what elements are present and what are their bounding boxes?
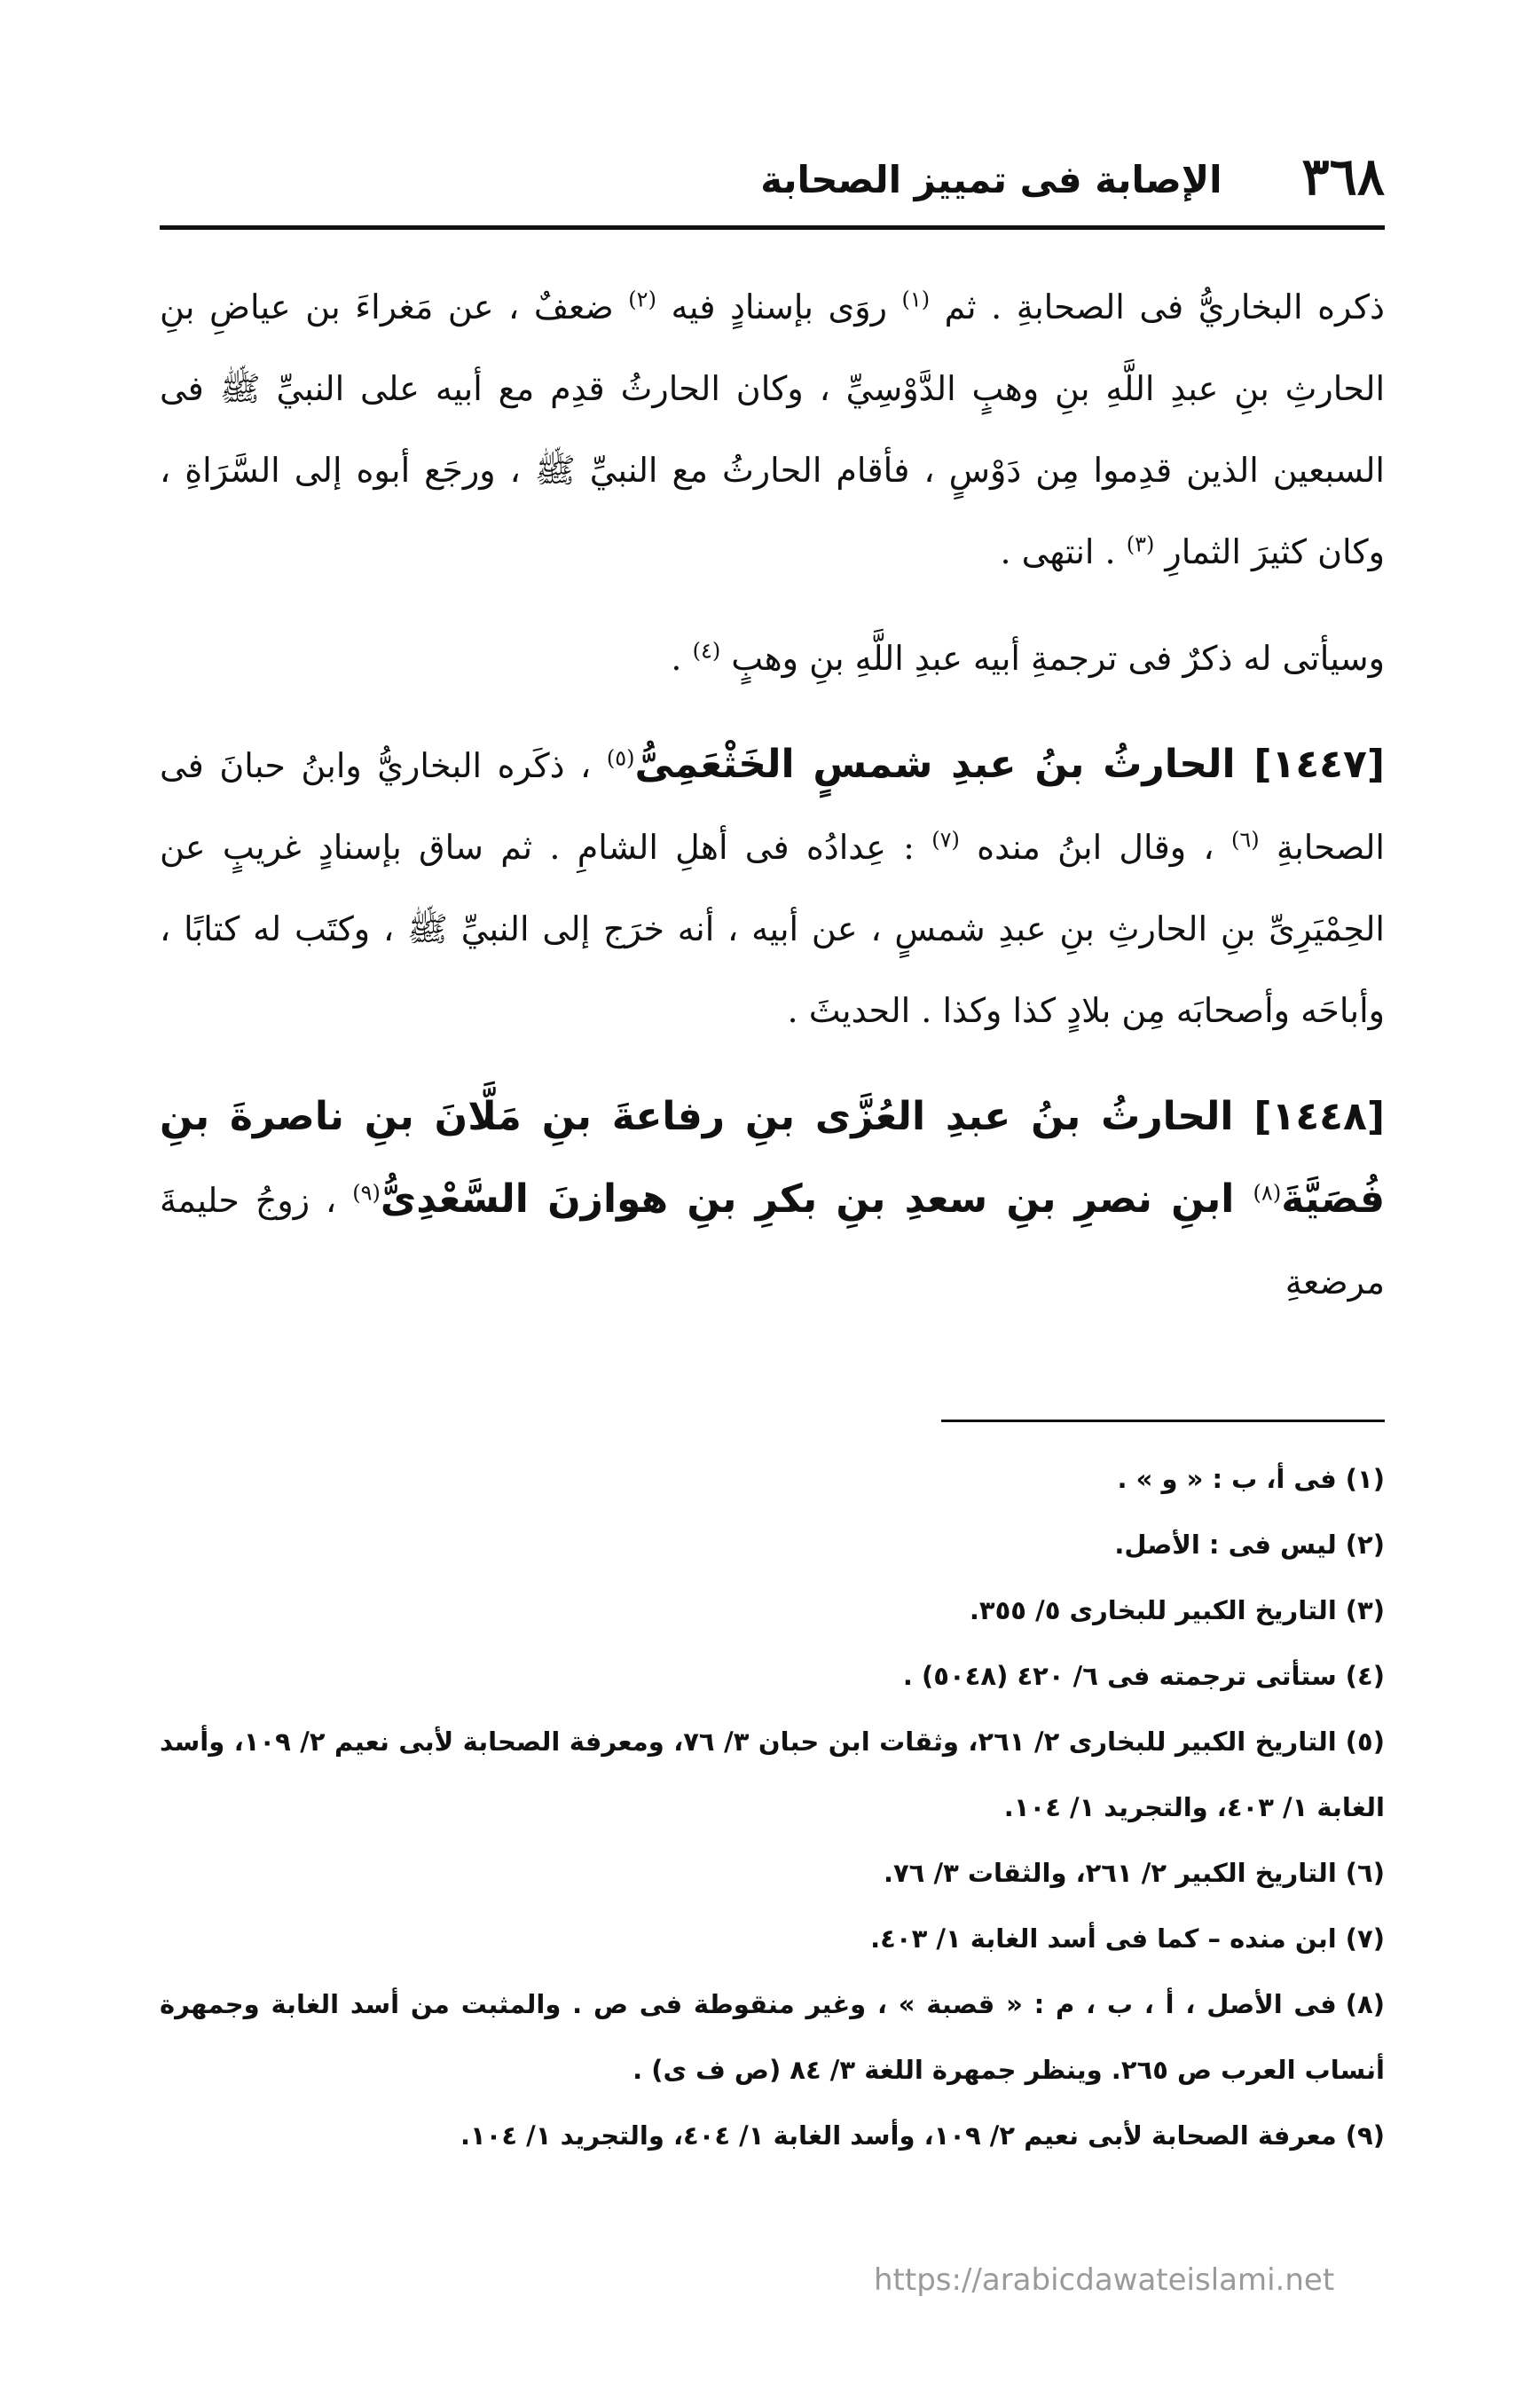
footnote-separator: [941, 1420, 1385, 1422]
text-run: وسيأتى له ذكرٌ فى ترجمةِ أبيه عبدِ اللَّهِ بنِ وهبٍ: [720, 639, 1385, 678]
entry-1448: [160, 1076, 1385, 1323]
footnote-number: (٥): [1345, 1726, 1385, 1757]
text-run: : عِدادُه فى أهلِ الشامِ . ثم ساق بإسنادٍ غريبٍ عن الحِمْيَرِىِّ بنِ الحارثِ بنِ عبدِ شمسٍ ، عن أبيه ، أنه خرَج إلى النبيِّ ﷺ ، وكتَب له كتابًا ، وأباحَه وأصحابَه مِن بلادٍ كذا وكذا . الحديثَ .: [160, 828, 1385, 1030]
entry-heading: الحارثُ بنُ عبدِ العُزَّى بنِ رفاعةَ بنِ مَلَّانَ بنِ ناصرةَ بنِ فُصَيَّةَ: [160, 1094, 1385, 1222]
footnote-text: فى الأصل ، أ ، ب ، م : « قصبة » ، وغير منقوطة فى ص . والمثبت من أسد الغابة وجمهرة أنساب العرب ص ٢٦٥. وينظر جمهرة اللغة ٣/ ٨٤ (ص ف ى) .: [160, 1989, 1385, 2085]
footnote-number: (٢): [1345, 1530, 1385, 1560]
footnote-ref-2[interactable]: (٢): [628, 287, 656, 312]
running-title: الإصابة فى تمييز الصحابة: [760, 158, 1222, 201]
footnote-number: (٦): [1345, 1858, 1385, 1888]
footnote-text: التاريخ الكبير للبخارى ٢/ ٢٦١، وثقات ابن حبان ٣/ ٧٦، ومعرفة الصحابة لأبى نعيم ٢/ ١٠٩، وأسد الغابة ١/ ٤٠٣، والتجريد ١/ ١٠٤.: [160, 1726, 1385, 1822]
paragraph-2: [160, 617, 1385, 699]
footnote-3: [160, 1577, 1385, 1643]
footnote-number: (٧): [1345, 1923, 1385, 1954]
main-text: [160, 266, 1385, 1348]
footnote-number: (٣): [1345, 1595, 1385, 1625]
footnote-text: التاريخ الكبير للبخارى ٥/ ٣٥٥.: [969, 1595, 1337, 1625]
footnote-4: [160, 1643, 1385, 1709]
paragraph-1: [160, 266, 1385, 593]
entry-number: [١٤٤٧]: [1253, 742, 1385, 787]
text-run: ذكره البخاريُّ فى الصحابةِ . ثم: [930, 287, 1385, 326]
footnote-number: (٤): [1345, 1661, 1385, 1691]
footnote-ref-4[interactable]: (٤): [692, 638, 721, 664]
text-run: . انتهى .: [1000, 532, 1127, 571]
footnote-7: [160, 1906, 1385, 1971]
footnote-ref-8[interactable]: (٨): [1253, 1180, 1282, 1206]
footnote-text: معرفة الصحابة لأبى نعيم ٢/ ١٠٩، وأسد الغابة ١/ ٤٠٤، والتجريد ١/ ١٠٤.: [460, 2120, 1337, 2151]
footnote-number: (٩): [1345, 2120, 1385, 2151]
footnote-text: ابن منده – كما فى أسد الغابة ١/ ٤٠٣.: [870, 1923, 1337, 1954]
header-rule: [160, 225, 1385, 230]
footnote-ref-7[interactable]: (٧): [931, 827, 960, 853]
footnote-8: [160, 1971, 1385, 2103]
page-header: [160, 122, 1385, 207]
footnote-5: [160, 1709, 1385, 1840]
footnote-ref-6[interactable]: (٦): [1230, 827, 1260, 853]
footnote-ref-1[interactable]: (١): [901, 287, 931, 312]
footnote-6: [160, 1840, 1385, 1906]
footnote-text: فى أ، ب : « و » .: [1117, 1464, 1337, 1494]
footnote-2: [160, 1512, 1385, 1577]
footnote-text: ليس فى : الأصل.: [1114, 1530, 1337, 1560]
footnote-text: ستأتى ترجمته فى ٦/ ٤٢٠ (٥٠٤٨) .: [902, 1661, 1337, 1691]
footnote-ref-5[interactable]: (٥): [606, 745, 635, 771]
entry-heading-continued: ابنِ نصرِ بنِ سعدِ بنِ بكرِ بنِ هوازنَ السَّعْدِىُّ: [380, 1176, 1253, 1222]
text-run: ، ذكَره البخاريُّ وابنُ حبانَ فى الصحابةِ: [160, 746, 1385, 867]
footnote-9: [160, 2103, 1385, 2168]
text-run: ، وقال ابنُ منده: [959, 828, 1231, 867]
footnote-text: التاريخ الكبير ٢/ ٢٦١، والثقات ٣/ ٧٦.: [883, 1858, 1337, 1888]
text-run: روَى بإسنادٍ فيه: [656, 287, 902, 326]
watermark-url: https://arabicdawateislami.net: [874, 2262, 1335, 2298]
text-run: ضعفٌ ، عن مَغراءَ بن عياضِ بنِ الحارثِ بنِ عبدِ اللَّهِ بنِ وهبٍ الدَّوْسِيِّ ، وكان الحارثُ قدِم مع أبيه على النبيِّ ﷺ فى السبعين الذين قدِموا مِن دَوْسٍ ، فأقام الحارثُ مع النبيِّ ﷺ ، ورجَع أبوه إلى السَّرَاةِ ، وكان كثيرَ الثمارِ: [160, 287, 1385, 571]
page-number: ٣٦٨: [1301, 146, 1385, 207]
footnote-number: (١): [1345, 1464, 1385, 1494]
text-run: .: [671, 639, 693, 678]
footnote-1: [160, 1446, 1385, 1512]
footnote-ref-9[interactable]: (٩): [352, 1180, 381, 1206]
entry-1447: [160, 724, 1385, 1051]
footnote-number: (٨): [1345, 1989, 1385, 2019]
footnote-ref-3[interactable]: (٣): [1126, 531, 1155, 557]
footnotes: [160, 1446, 1385, 2168]
entry-number: [١٤٤٨]: [1253, 1094, 1385, 1139]
text-run: ، زوجُ حليمةَ مرضعةِ: [160, 1181, 1385, 1302]
entry-heading: الحارثُ بنُ عبدِ شمسٍ الخَثْعَمِىُّ: [634, 742, 1254, 787]
